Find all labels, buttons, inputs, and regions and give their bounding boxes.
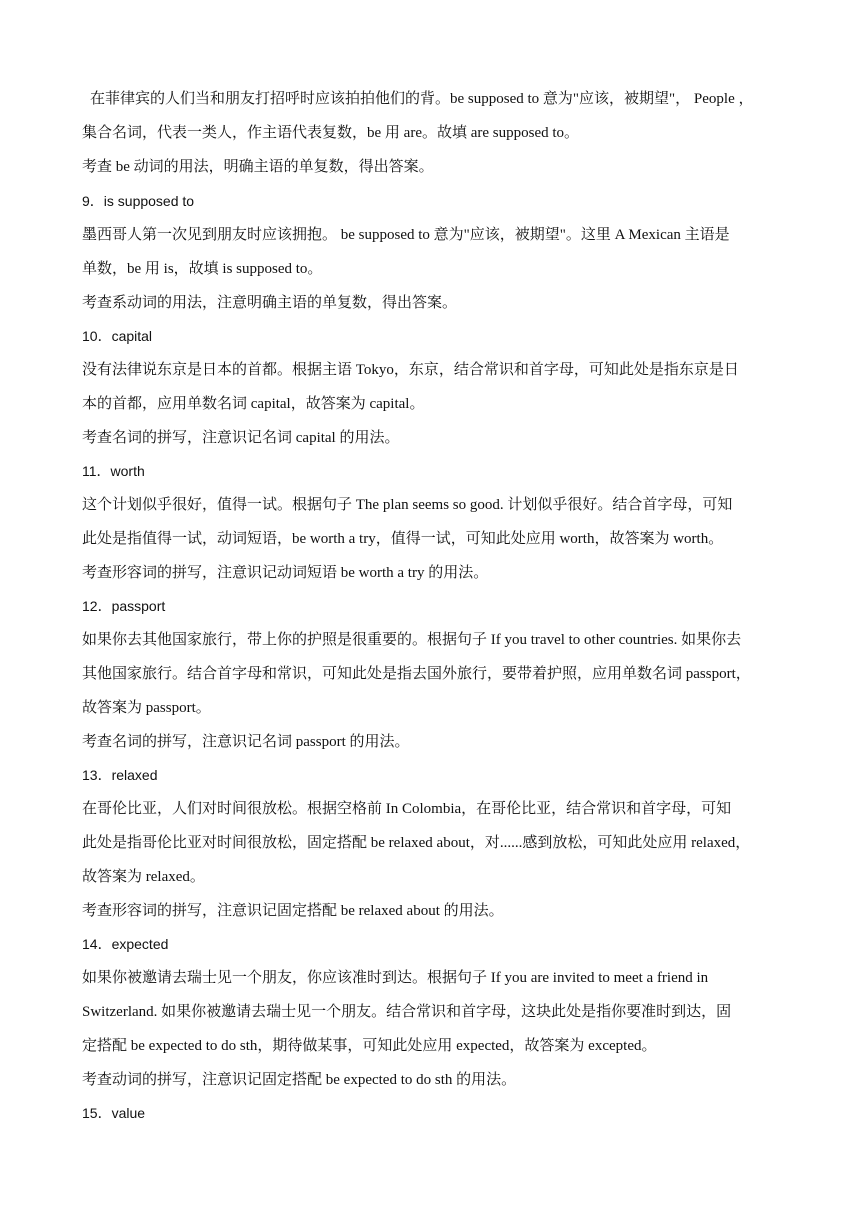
text-line-24: 故答案为 relaxed。 xyxy=(82,869,205,885)
text-line-19: 故答案为 passport。 xyxy=(82,700,211,716)
text-line-1: 在菲律宾的人们当和朋友打招呼时应该拍拍他们的背。be supposed to 意为"应该，被期望"， People ， xyxy=(90,91,754,107)
text-line-9: 没有法律说东京是日本的首都。根据主语 Tokyo，东京，结合常识和首字母，可知此处是指东京是日 xyxy=(82,362,739,378)
answer-heading-10: 10．capital xyxy=(82,328,153,344)
text-line-11: 考查名词的拼写，注意识记名词 capital 的用法。 xyxy=(82,430,400,446)
text-line-14: 此处是指值得一试，动词短语，be worth a try，值得一试，可知此处应用 worth，故答案为 worth。 xyxy=(82,531,724,547)
answer-heading-9: 9．is supposed to xyxy=(82,193,195,209)
text-line-27: 如果你被邀请去瑞士见一个朋友，你应该准时到达。根据句子 If you are invited to meet a friend in xyxy=(82,970,709,986)
answer-heading-14: 14．expected xyxy=(82,936,169,952)
text-line-2: 集合名词，代表一类人，作主语代表复数，be 用 are。故填 are supposed to。 xyxy=(82,125,580,141)
text-line-15: 考查形容词的拼写，注意识记动词短语 be worth a try 的用法。 xyxy=(82,565,489,581)
text-line-5: 墨西哥人第一次见到朋友时应该拥抱。 be supposed to 意为"应该，被期望"。这里 A Mexican 主语是 xyxy=(82,227,730,243)
answer-heading-15: 15．value xyxy=(82,1105,146,1121)
text-line-18: 其他国家旅行。结合首字母和常识，可知此处是指去国外旅行，要带着护照，应用单数名词 passport， xyxy=(82,666,751,682)
text-line-28: Switzerland. 如果你被邀请去瑞士见一个朋友。结合常识和首字母，这块此处是指你要准时到达，固 xyxy=(82,1004,732,1020)
text-line-17: 如果你去其他国家旅行，带上你的护照是很重要的。根据句子 If you travel to other countries. 如果你去 xyxy=(82,632,742,648)
text-line-22: 在哥伦比亚，人们对时间很放松。根据空格前 In Colombia，在哥伦比亚，结合常识和首字母，可知 xyxy=(82,801,732,817)
answer-heading-13: 13．relaxed xyxy=(82,767,158,783)
text-line-10: 本的首都，应用单数名词 capital，故答案为 capital。 xyxy=(82,396,425,412)
text-line-23: 此处是指哥伦比亚对时间很放松，固定搭配 be relaxed about，对......感到放松，可知此处应用 relaxed， xyxy=(82,835,751,851)
answer-heading-12: 12．passport xyxy=(82,598,166,614)
text-line-7: 考查系动词的用法，注意明确主语的单复数，得出答案。 xyxy=(82,295,458,311)
text-line-30: 考查动词的拼写，注意识记固定搭配 be expected to do sth 的用法。 xyxy=(82,1072,517,1088)
text-line-20: 考查名词的拼写，注意识记名词 passport 的用法。 xyxy=(82,734,410,750)
text-line-6: 单数，be 用 is，故填 is supposed to。 xyxy=(82,261,323,277)
text-line-29: 定搭配 be expected to do sth，期待做某事，可知此处应用 expected，故答案为 excepted。 xyxy=(82,1038,657,1054)
answer-heading-11: 11．worth xyxy=(82,463,145,479)
text-line-25: 考查形容词的拼写，注意识记固定搭配 be relaxed about 的用法。 xyxy=(82,903,504,919)
text-line-3: 考查 be 动词的用法，明确主语的单复数，得出答案。 xyxy=(82,159,434,175)
text-line-13: 这个计划似乎很好，值得一试。根据句子 The plan seems so good. 计划似乎很好。结合首字母，可知 xyxy=(82,497,733,513)
